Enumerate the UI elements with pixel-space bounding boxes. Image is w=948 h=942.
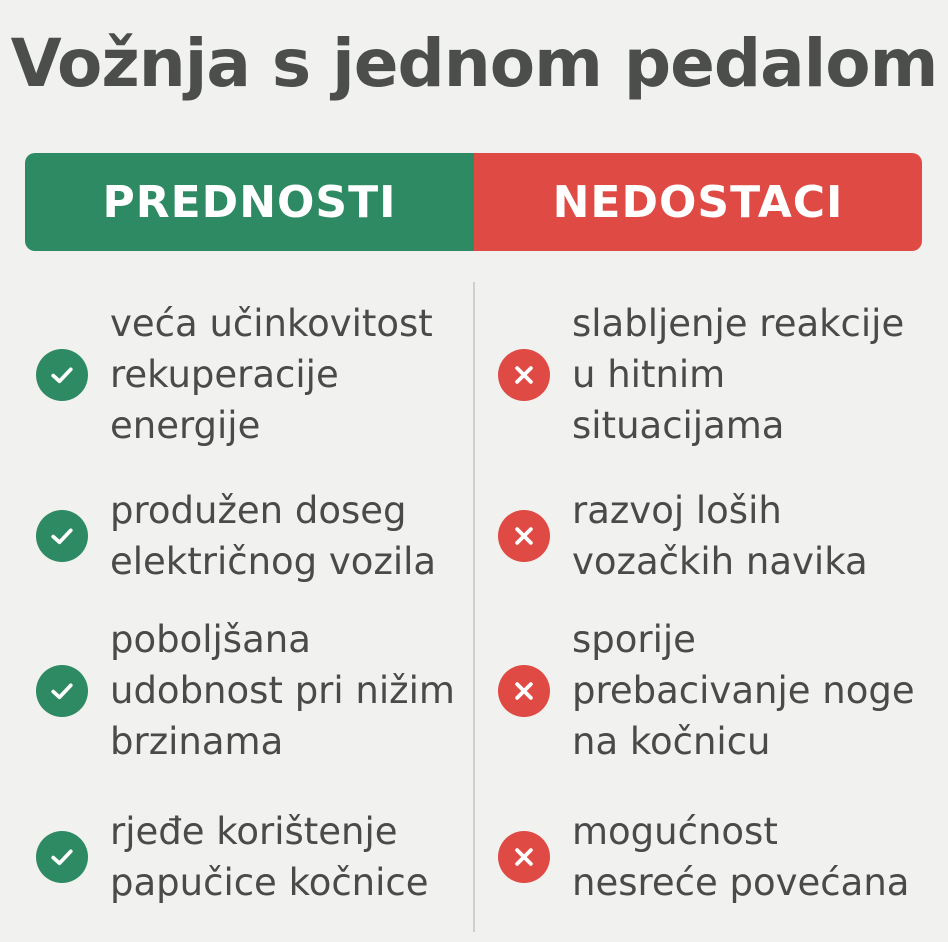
cross-icon [498,831,550,883]
cons-header: NEDOSTACI [474,153,922,251]
pros-item-text: produžen doseg električnog vozila [110,489,437,583]
cons-item [498,614,915,767]
column-divider [473,282,475,932]
cons-item-text: sporije prebacivanje noge na kočnicu [572,618,915,763]
pros-item [36,485,436,587]
pros-item [36,614,455,767]
comparison-header [25,153,922,251]
cross-icon [498,510,550,562]
pros-header: PREDNOSTI [25,153,474,251]
cons-item [498,485,868,587]
check-icon [36,831,88,883]
cons-item-text: razvoj loših vozačkih navika [572,489,868,583]
cons-item-text: slabljenje reakcije u hitnim situacijama [572,302,905,447]
pros-item [36,806,429,908]
pros-item [36,298,433,451]
cross-icon [498,349,550,401]
check-icon [36,349,88,401]
cons-item [498,298,904,451]
check-icon [36,510,88,562]
pros-item-text: rjeđe korištenje papučice kočnice [110,810,429,904]
check-icon [36,665,88,717]
cross-icon [498,665,550,717]
cons-item-text: mogućnost nesreće povećana [572,810,910,904]
cons-item [498,806,909,908]
pros-item-text: veća učinkovitost rekuperacije energije [110,302,433,447]
pros-item-text: poboljšana udobnost pri nižim brzinama [110,618,455,763]
page-title: Vožnja s jednom pedalom [10,25,938,102]
